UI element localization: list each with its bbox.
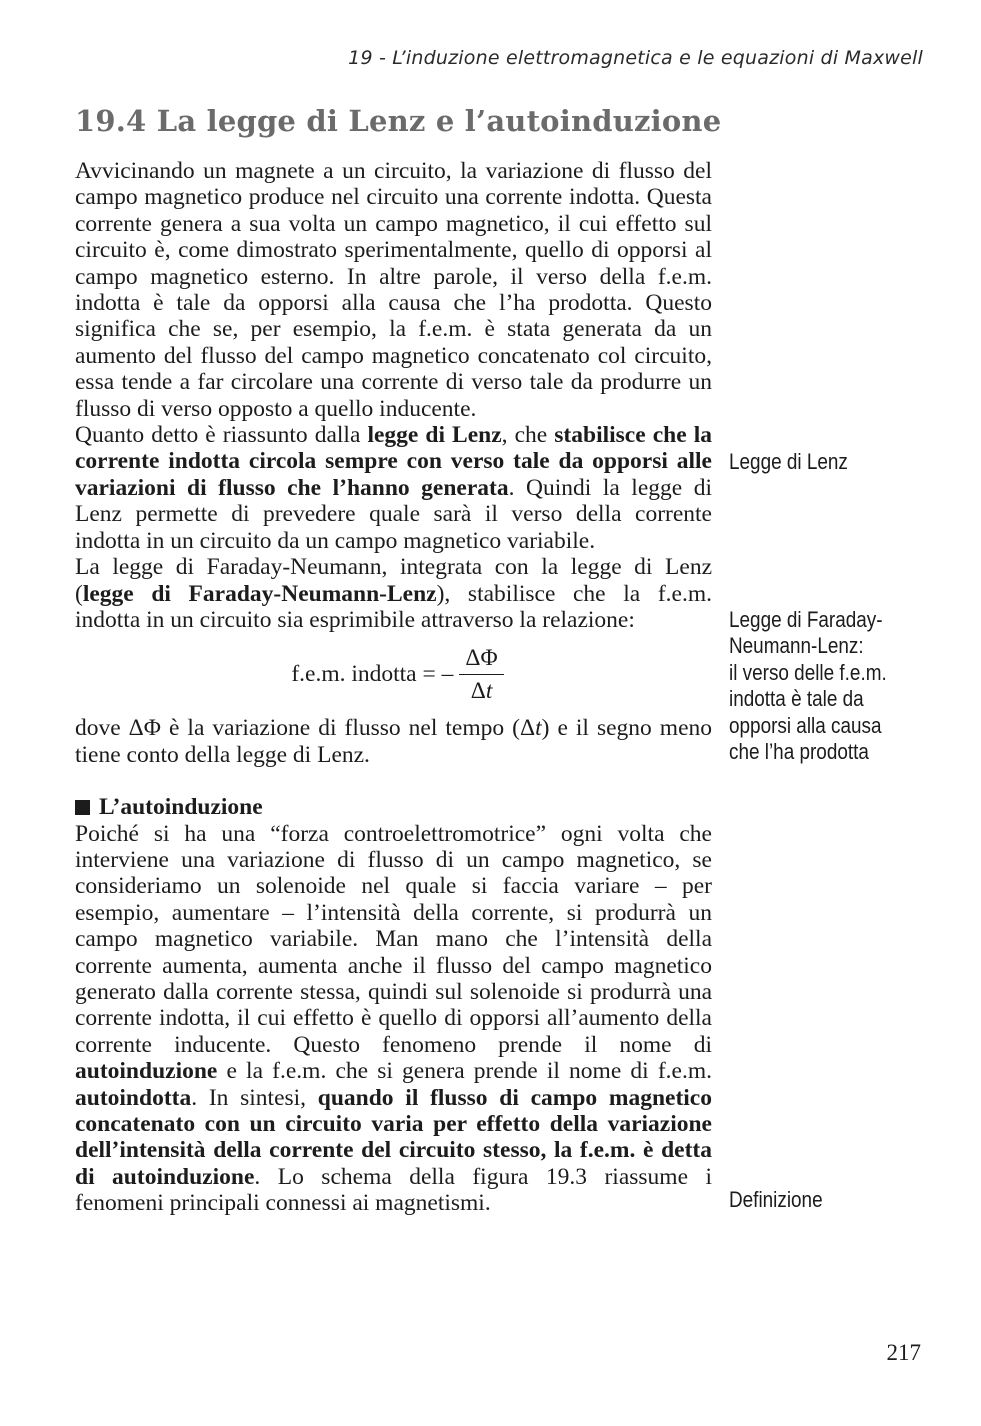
text-run: ) e il segno meno tiene conto della legge di Lenz. xyxy=(75,715,712,768)
term-autoinduzione: autoinduzione xyxy=(75,1058,218,1085)
paragraph-formula-explanation xyxy=(75,715,712,768)
subheading-autoinduzione xyxy=(75,794,712,820)
margin-note-line: che l’ha prodotta xyxy=(729,739,869,765)
text-run: . Quindi la legge di Lenz permette di prevedere quale sarà il verso della corrente indotta in un circuito da un campo magnetico variabile. xyxy=(75,474,712,554)
margin-note-definition: Definizione xyxy=(729,1187,823,1212)
page-number: 217 xyxy=(886,1340,921,1365)
main-text xyxy=(75,158,712,1217)
paragraph-lenz-law xyxy=(75,422,712,554)
paragraph-faraday xyxy=(75,554,712,633)
text-run: e la f.e.m. che si genera prende il nome di f.e.m. xyxy=(217,1058,712,1085)
text-run: . Lo schema della figura 19.3 riassume i fenomeni principali connessi ai magnetismi. xyxy=(75,1163,712,1217)
autoinduction-definition: quando il flusso di campo magnetico concatenato con un circuito varia per effetto della variazione dell’intensità della corrente del circuito stesso, la f.e.m. è detta di autoinduzione xyxy=(75,1084,712,1190)
time-variable: t xyxy=(485,677,493,704)
text-run: Poiché si ha una “forza controelettromotrice” ogni volta che interviene una variazione di flusso di un campo magnetico, se consideriamo un solenoide nel quale si faccia variare – per esempio, aumentare – l’intensità della corrente, si produrrà un campo magnetico variabile. Man mano che l’intensità della corrente aumenta, aumenta anche il flusso del campo magnetico generato dalla corrente stessa, quindi sul solenoide si produrrà una corrente indotta, il cui effetto è quello di opporsi all’aumento della corrente inducente. Questo fenomeno prende il nome di xyxy=(75,820,712,1058)
formula-fem xyxy=(75,637,712,711)
text-run: , che xyxy=(501,422,555,449)
formula-denominator xyxy=(471,675,493,705)
margin-note-faraday-neumann-lenz xyxy=(729,607,918,765)
delta-symbol: Δ xyxy=(470,677,486,704)
running-head: 19 - L’induzione elettromagnetica e le equazioni di Maxwell xyxy=(348,47,923,69)
text-run: dove ΔΦ è la variazione di flusso nel tempo (Δ xyxy=(75,715,536,742)
formula-lhs: f.e.m. indotta = – xyxy=(291,661,454,688)
term-faraday-neumann-lenz: legge di Faraday-Neumann-Lenz xyxy=(82,580,437,607)
margin-note-line: opporsi alla causa xyxy=(729,712,882,738)
paragraph-autoinduction xyxy=(75,821,712,1217)
text-run: Quanto detto è riassunto dalla xyxy=(75,422,368,449)
formula-numerator: ΔΦ xyxy=(459,644,503,675)
subheading-text: L’autoinduzione xyxy=(99,794,263,821)
margin-note-lenz: Legge di Lenz xyxy=(729,449,848,474)
text-run: . In sintesi, xyxy=(191,1084,318,1111)
margin-note-line: Neumann-Lenz: xyxy=(729,633,864,659)
term-autoindotta: autoindotta xyxy=(75,1084,192,1111)
paragraph-intro: Avvicinando un magnete a un circuito, la variazione di flusso del campo magnetico produce nel circuito una corrente indotta. Questa corrente genera a sua volta un campo magnetico, il cui effetto sul circuito è, come dimostrato sperimentalmente, quello di opporsi al campo magnetico esterno. In altre parole, il verso della f.e.m. indotta è tale da opporsi alla causa che l’ha prodotta. Questo significa che se, per esempio, la f.e.m. è stata generata da un aumento del flusso del campo magnetico concatenato col circuito, essa tende a far circolare una corrente di verso tale da produrre un flusso di verso opposto a quello inducente. xyxy=(75,158,712,422)
margin-note-line: Legge di Faraday- xyxy=(729,607,883,632)
formula-fraction xyxy=(459,644,503,705)
section-title: 19.4 La legge di Lenz e l’autoinduzione xyxy=(75,104,722,138)
text-run: ), stabilisce che la f.e.m. indotta in un circuito sia esprimibile attraverso la relazione: xyxy=(75,580,712,633)
time-variable: t xyxy=(535,715,542,742)
term-lenz-law: legge di Lenz xyxy=(367,422,502,449)
text-run: La legge di Faraday-Neumann, integrata con la legge di Lenz ( xyxy=(75,554,712,607)
margin-note-line: indotta è tale da xyxy=(729,686,864,712)
margin-note-line: il verso delle f.e.m. xyxy=(729,659,887,685)
lenz-law-statement: stabilisce che la corrente indotta circola sempre con verso tale da opporsi alle variazioni di flusso che l’hanno generata xyxy=(75,422,712,501)
square-bullet-icon xyxy=(75,800,90,815)
